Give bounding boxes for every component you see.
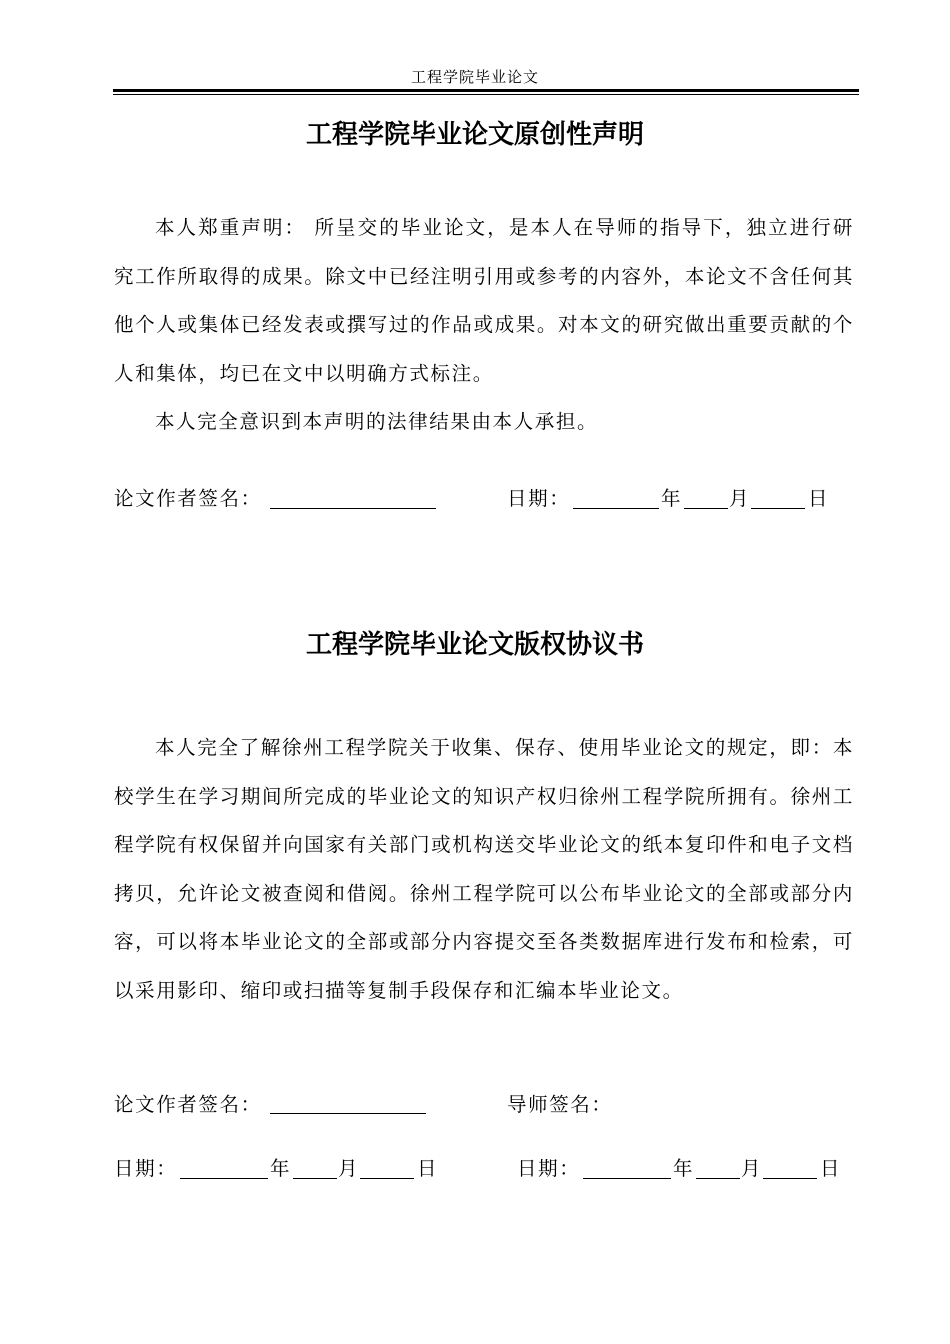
declaration-author-label: 论文作者签名： [114, 487, 262, 510]
declaration-day-label: 日 [808, 487, 830, 510]
agreement-author-day-label: 日 [417, 1157, 439, 1180]
agreement-advisor-label: 导师签名： [507, 1093, 613, 1116]
agreement-author-day-line[interactable] [360, 1178, 414, 1179]
agreement-advisor-day-label: 日 [820, 1157, 842, 1180]
agreement-advisor-year-label: 年 [673, 1157, 695, 1180]
agreement-advisor-month-line[interactable] [696, 1178, 740, 1179]
agreement-author-month-label: 月 [338, 1157, 360, 1180]
agreement-author-signature-line[interactable] [270, 1113, 426, 1114]
header-rule-thick [113, 89, 859, 92]
declaration-month-line[interactable] [684, 508, 728, 509]
declaration-date-label: 日期： [507, 487, 571, 510]
agreement-advisor-year-line[interactable] [583, 1178, 671, 1179]
running-header: 工程学院毕业论文 [410, 68, 539, 86]
declaration-day-line[interactable] [751, 508, 805, 509]
declaration-paragraph: 本人郑重声明： 所呈交的毕业论文，是本人在导师的指导下，独立进行研究工作所取得的成果。除文中已经注明引用或参考的内容外，本论文不含任何其他个人或集体已经发表或撰写过的作品或成果。对本文的研究做出重要贡献的个人和集体，均已在文中以明确方式标注。 [114, 216, 854, 385]
agreement-author-date-label: 日期： [114, 1157, 178, 1180]
agreement-author-label: 论文作者签名： [114, 1093, 262, 1116]
agreement-paragraph: 本人完全了解徐州工程学院关于收集、保存、使用毕业论文的规定，即：本校学生在学习期间所完成的毕业论文的知识产权归徐州工程学院所拥有。徐州工程学院有权保留并向国家有关部门或机构送交毕业论文的纸本复印件和电子文档拷贝，允许论文被查阅和借阅。徐州工程学院可以公布毕业论文的全部或部分内容，可以将本毕业论文的全部或部分内容提交至各类数据库进行发布和检索，可以采用影印、缩印或扫描等复制手段保存和汇编本毕业论文。 [114, 736, 854, 1002]
agreement-author-month-line[interactable] [293, 1178, 337, 1179]
declaration-title: 工程学院毕业论文原创性声明 [305, 120, 644, 150]
header-rule-thin [113, 94, 859, 95]
declaration-month-label: 月 [729, 487, 751, 510]
declaration-year-label: 年 [661, 487, 683, 510]
agreement-author-year-label: 年 [270, 1157, 292, 1180]
agreement-advisor-day-line[interactable] [763, 1178, 817, 1179]
agreement-title: 工程学院毕业论文版权协议书 [305, 630, 644, 660]
declaration-author-signature-line[interactable] [270, 508, 436, 509]
agreement-author-year-line[interactable] [180, 1178, 268, 1179]
declaration-year-line[interactable] [573, 508, 659, 509]
declaration-responsibility: 本人完全意识到本声明的法律结果由本人承担。 [154, 410, 599, 433]
agreement-advisor-month-label: 月 [741, 1157, 763, 1180]
agreement-advisor-date-label: 日期： [517, 1157, 581, 1180]
